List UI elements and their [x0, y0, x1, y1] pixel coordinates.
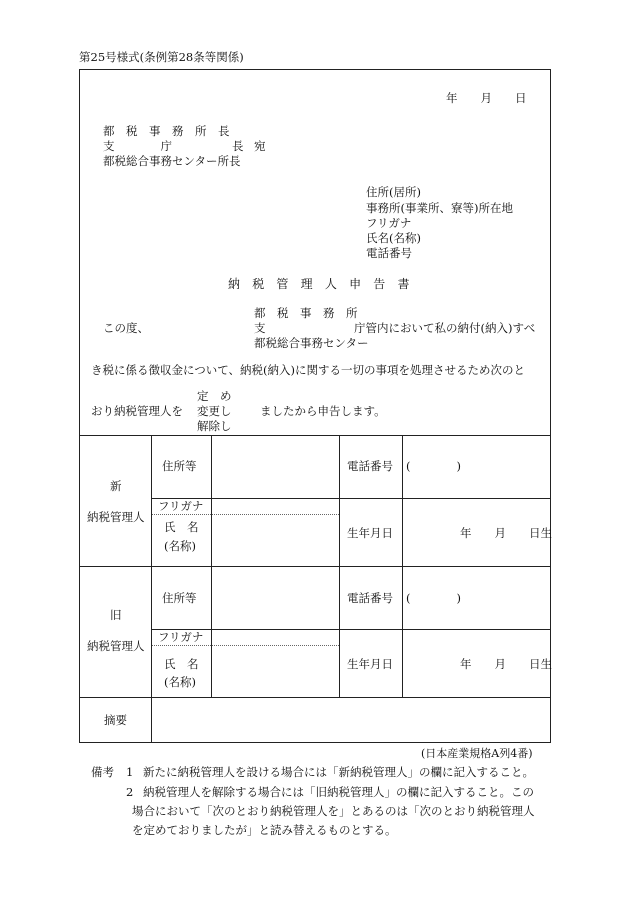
date-line[interactable]: 年 月 日 [446, 91, 527, 105]
document-title: 納 税 管 理 人 申 告 書 [228, 277, 414, 291]
new-name-field[interactable] [212, 515, 338, 565]
notes-head: 備考 [91, 765, 114, 779]
applicant-furigana-label: フリガナ [366, 216, 412, 230]
old-section-label-bottom: 納税管理人 [87, 639, 145, 653]
new-section-label-bottom: 納税管理人 [87, 510, 145, 524]
addressee-honorific: 宛 [254, 139, 266, 153]
applicant-office-label: 事務所(事業所、寮等)所在地 [366, 201, 513, 215]
summary-field[interactable] [152, 698, 550, 742]
new-name-label-1: 氏 名 [164, 520, 199, 534]
old-phone-field[interactable]: ( ) [406, 591, 461, 605]
body-branch: 支 [254, 321, 266, 335]
addressee-branch: 支 庁 [103, 139, 172, 153]
note-2-line2: 場合において「次のとおり納税管理人を」とあるのは「次のとおり納税管理人 [132, 804, 535, 818]
old-birth-label: 生年月日 [347, 657, 393, 671]
old-furigana-label: フリガナ [158, 630, 204, 644]
old-birth-field[interactable]: 年 月 日生 [460, 657, 552, 671]
note-2-line1: 納税管理人を解除する場合には「旧納税管理人」の欄に記入すること。この [143, 785, 534, 799]
old-name-field[interactable] [212, 646, 338, 696]
note-2-line3: を定めておりましたが」と読み替えるものとする。 [132, 823, 397, 837]
option-define[interactable]: 定 め [197, 389, 232, 403]
old-name-label-2: (名称) [164, 675, 196, 689]
old-phone-label: 電話番号 [347, 591, 393, 605]
label-col-line [151, 435, 152, 743]
old-mid-col-line [339, 566, 340, 697]
new-address-field[interactable] [212, 436, 338, 497]
body-text-b: き税に係る徴収金について、納税(納入)に関する一切の事項を処理させるため次のと [91, 363, 526, 377]
note-1-number: 1 [126, 765, 134, 779]
option-cancel[interactable]: 解除し [197, 419, 232, 433]
note-2-number: 2 [126, 785, 134, 799]
summary-label: 摘要 [104, 713, 127, 727]
addressee-chief: 長 [232, 139, 244, 153]
addressee-line1: 都 税 事 務 所 長 [103, 124, 230, 138]
old-address-label: 住所等 [162, 591, 197, 605]
old-address-field[interactable] [212, 567, 338, 628]
note-1-text: 新たに納税管理人を設ける場合には「新納税管理人」の欄に記入すること。 [143, 765, 534, 779]
new-mid-col-line [339, 435, 340, 566]
old-name-label-1: 氏 名 [164, 657, 199, 671]
body-text-c: おり納税管理人を [91, 404, 183, 418]
option-change[interactable]: 変更し [197, 404, 232, 418]
applicant-name-label: 氏名(名称) [366, 231, 421, 245]
new-birth-label: 生年月日 [347, 526, 393, 540]
body-text-d: ましたから申告します。 [260, 404, 386, 418]
new-address-label: 住所等 [162, 459, 197, 473]
new-name-label-2: (名称) [164, 539, 196, 553]
addressee-line3: 都税総合事務センター所長 [103, 154, 241, 168]
body-office-line1: 都 税 事 務 所 [254, 306, 358, 320]
applicant-phone-label: 電話番号 [366, 246, 412, 260]
new-section-label-top: 新 [110, 479, 122, 493]
body-text-a: 庁管内において私の納付(納入)すべ [354, 321, 536, 335]
body-intro: この度、 [103, 321, 149, 335]
paper-size-note: (日本産業規格A列4番) [421, 747, 533, 760]
new-phone-label: 電話番号 [347, 459, 393, 473]
old-right-col-line [402, 566, 403, 697]
new-right-col-line [402, 435, 403, 566]
new-birth-field[interactable]: 年 月 日生 [460, 526, 552, 540]
form-number: 第25号様式(条例第28条等関係) [79, 50, 244, 64]
body-office-line3: 都税総合事務センター [254, 336, 369, 350]
new-furigana-label: フリガナ [158, 499, 204, 513]
applicant-address-label: 住所(居所) [366, 185, 421, 199]
old-section-label-top: 旧 [110, 608, 122, 622]
new-phone-field[interactable]: ( ) [406, 459, 461, 473]
